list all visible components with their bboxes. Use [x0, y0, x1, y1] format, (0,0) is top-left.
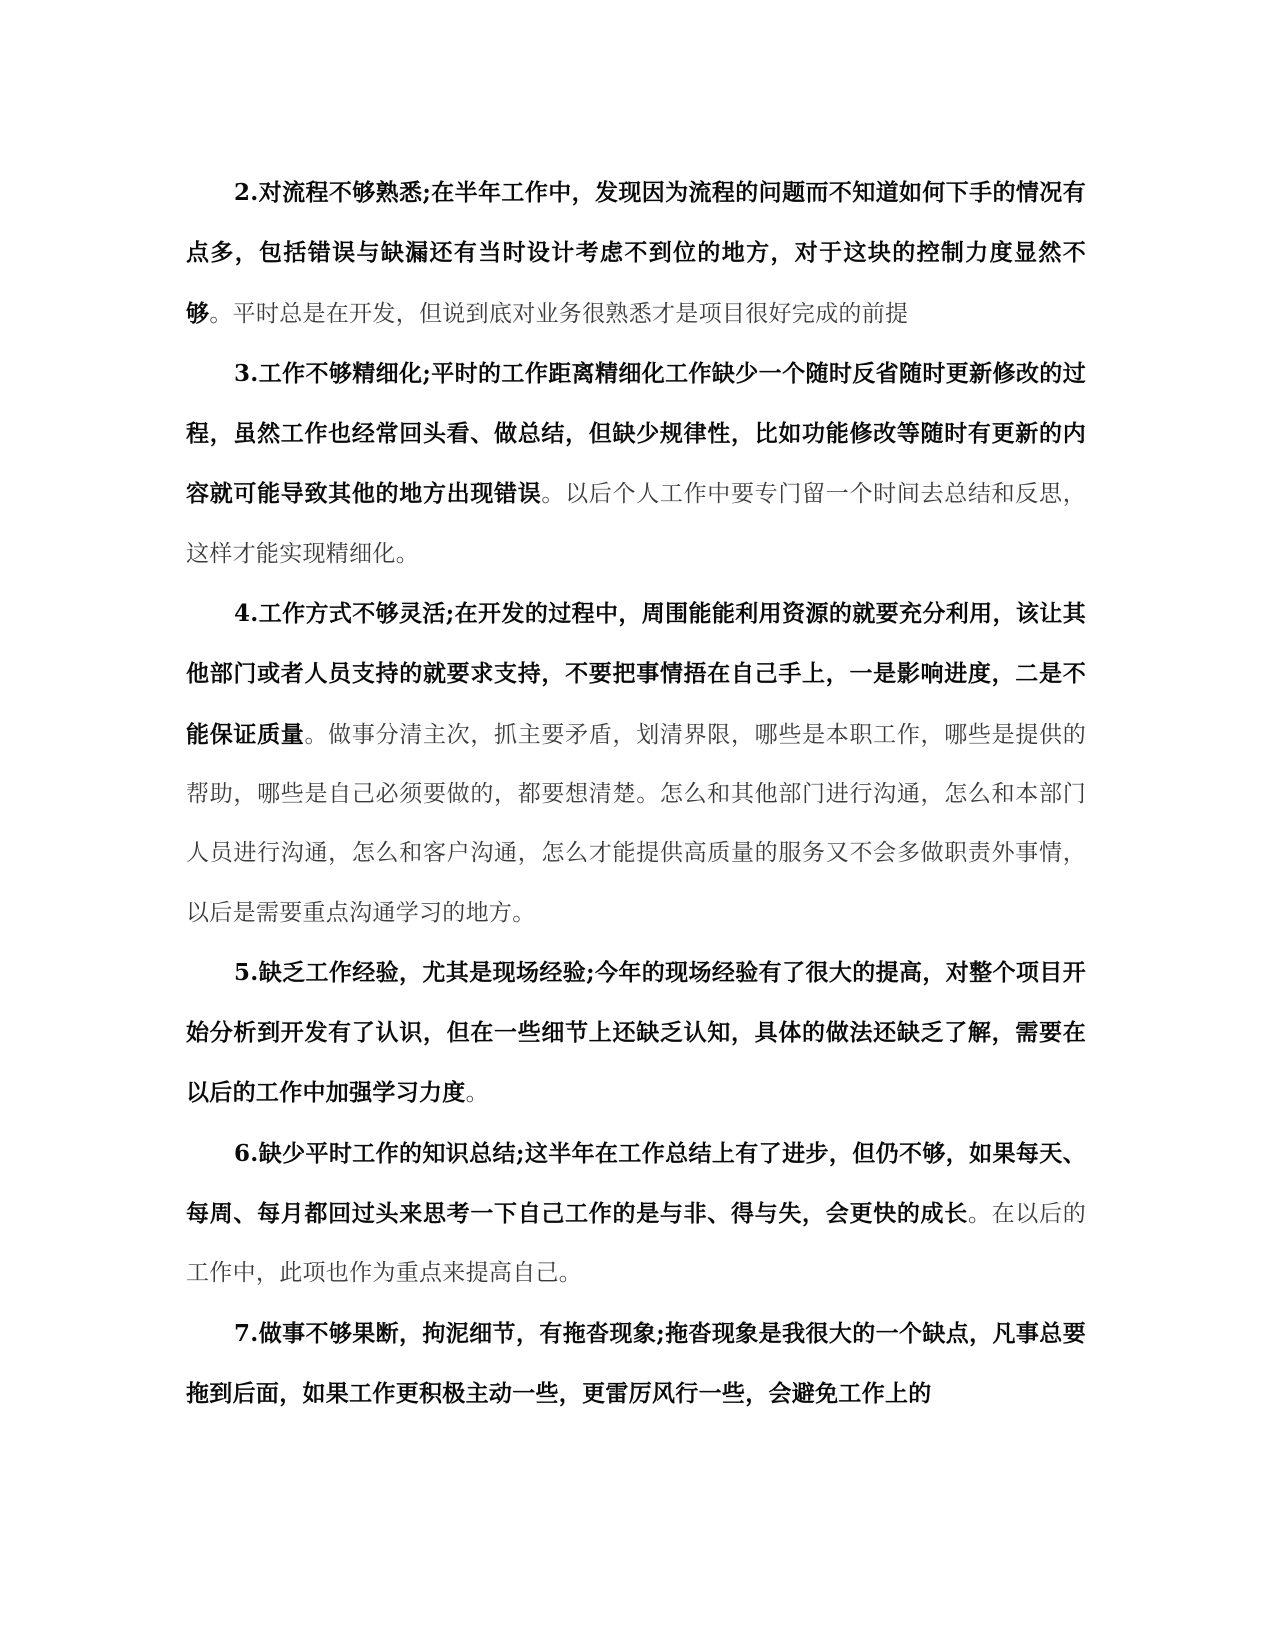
- paragraph-item-4: [186, 584, 1086, 943]
- paragraph-item-3: [186, 344, 1086, 584]
- paragraph-normal-text: 。: [465, 1080, 489, 1107]
- paragraph-bold-text: 5.缺乏工作经验，尤其是现场经验;今年的现场经验有了很大的提高，对整个项目开始分析到开发有了认识，但在一些细节上还缺乏认知，具体的做法还缺乏了解，需要在以后的工作中加强学习力度: [186, 958, 1086, 1107]
- paragraph-normal-text: 。平时总是在开发，但说到底对业务很熟悉才是项目很好完成的前提: [209, 300, 909, 327]
- paragraph-item-5: [186, 943, 1086, 1124]
- paragraph-item-7: [186, 1304, 1086, 1425]
- paragraph-item-6: [186, 1124, 1086, 1304]
- paragraph-normal-text: 。做事分清主次，抓主要矛盾，划清界限，哪些是本职工作，哪些是提供的帮助，哪些是自己必须要做的，都要想清楚。怎么和其他部门进行沟通，怎么和本部门人员进行沟通，怎么和客户沟通，怎么才能提供高质量的服务又不会多做职责外事情，以后是需要重点沟通学习的地方。: [186, 721, 1087, 926]
- paragraph-bold-text: 6.缺少平时工作的知识总结;这半年在工作总结上有了进步，但仍不够，如果每天、每周、每月都回过头来思考一下自己工作的是与非、得与失，会更快的成长: [186, 1139, 1086, 1228]
- paragraph-normal-text: 。以后个人工作中要专门留一个时间去总结和反思，这样才能实现精细化。: [186, 481, 1086, 567]
- paragraph-normal-text: 。在以后的工作中，此项也作为重点来提高自己。: [186, 1201, 1086, 1287]
- paragraph-bold-text: 7.做事不够果断，拘泥细节，有拖沓现象;拖沓现象是我很大的一个缺点，凡事总要拖到后面，如果工作更积极主动一些，更雷厉风行一些，会避免工作上的: [186, 1319, 1086, 1407]
- paragraph-bold-text: 2.对流程不够熟悉;在半年工作中，发现因为流程的问题而不知道如何下手的情况有点多，包括错误与缺漏还有当时设计考虑不到位的地方，对于这块的控制力度显然不够: [186, 179, 1086, 327]
- paragraph-item-2: [186, 163, 1086, 344]
- document-body: [186, 163, 1086, 1424]
- paragraph-bold-text: 4.工作方式不够灵活;在开发的过程中，周围能能利用资源的就要充分利用，该让其他部门或者人员支持的就要求支持，不要把事情捂在自己手上，一是影响进度，二是不能保证质量: [186, 600, 1086, 748]
- paragraph-bold-text: 3.工作不够精细化;平时的工作距离精细化工作缺少一个随时反省随时更新修改的过程，虽然工作也经常回头看、做总结，但缺少规律性，比如功能修改等随时有更新的内容就可能导致其他的地方出现错误: [186, 359, 1086, 508]
